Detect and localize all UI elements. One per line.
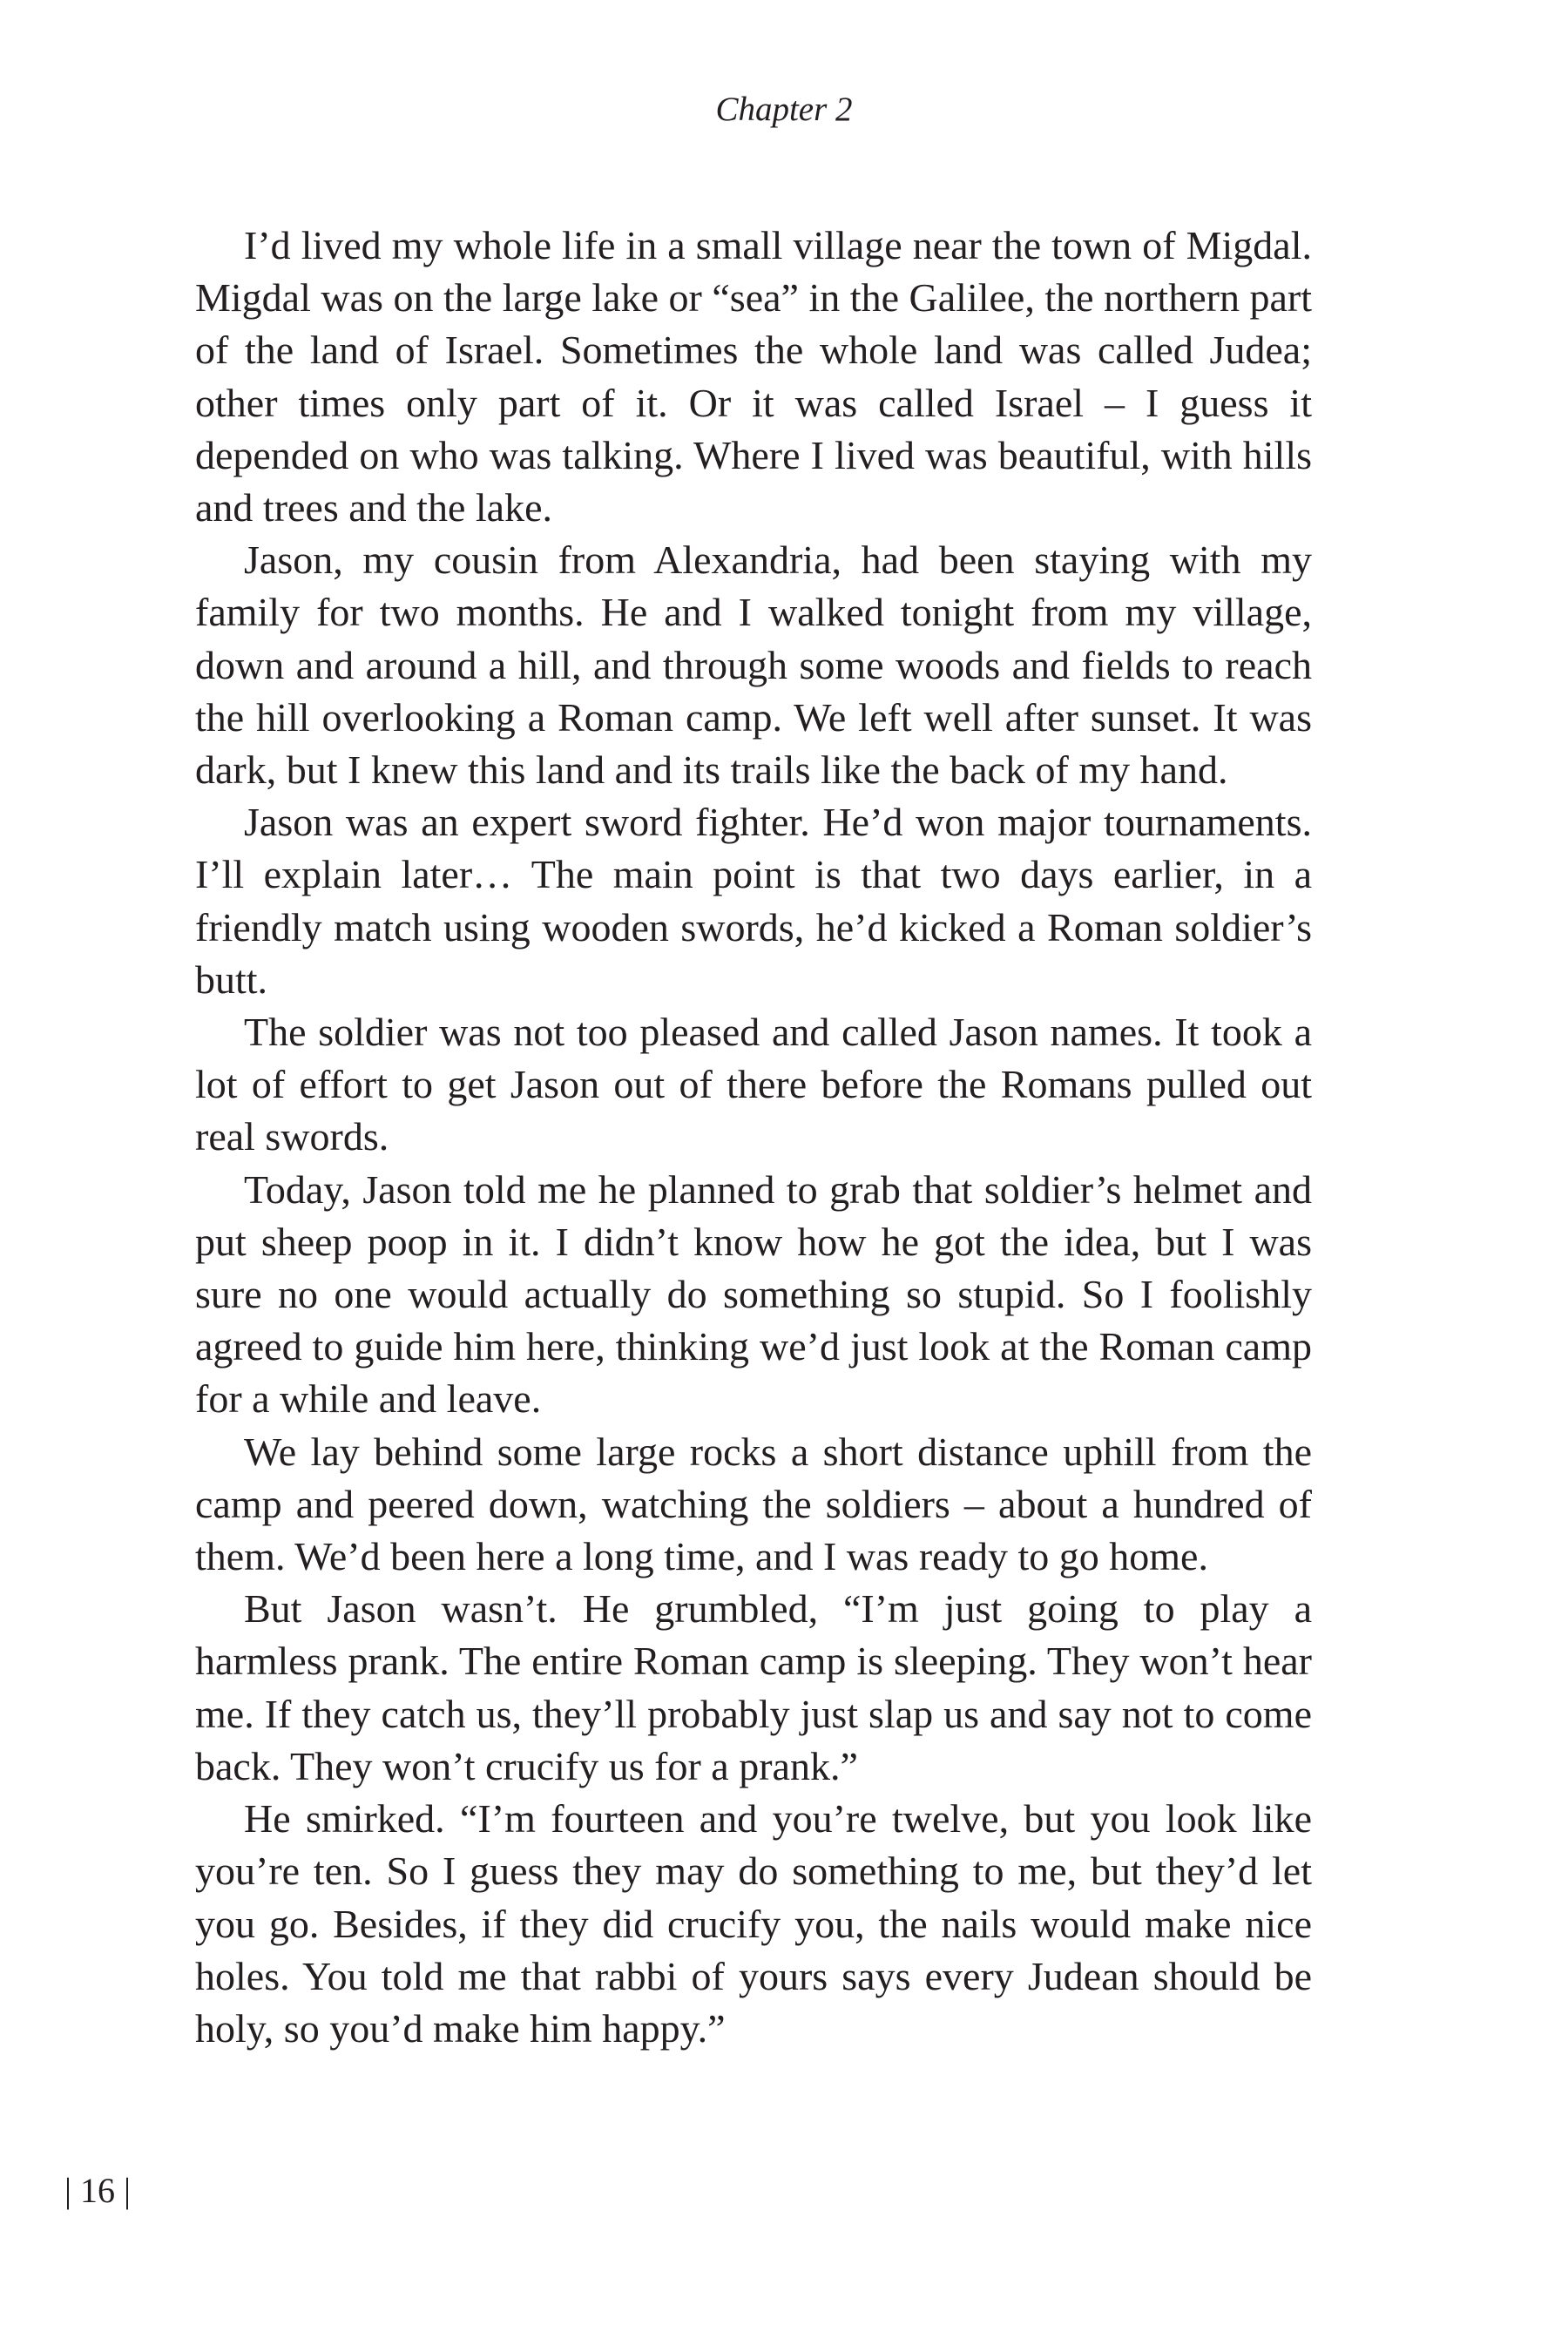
paragraph-1: I’d lived my whole life in a small village near the town of Migdal. Migdal was on the large lake or “sea” in the Galilee, the northern part of the land of Israel. Sometimes the whole land was called Judea; other times only part of it. Or it was called Israel – I guess it depended on who was talking. Where I lived was beautiful, with hills and trees and the lake. — [195, 223, 1312, 531]
paragraph-5: Today, Jason told me he planned to grab that soldier’s helmet and put sheep poop in it. I didn’t know how he got the idea, but I was sure no one would actually do something so stupid. So I foolishly agreed to guide him here, thinking we’d just look at the Roman camp for a while and leave. — [195, 1166, 1312, 1422]
paragraph-3: Jason was an expert sword fighter. He’d won major tournaments. I’ll explain later… The main point is that two days earlier, in a friendly match using wooden swords, he’d kicked a Roman soldier’s butt. — [195, 800, 1312, 1002]
paragraph-4: The soldier was not too pleased and called Jason names. It took a lot of effort to get Jason out of there before the Romans pulled out real swords. — [195, 1010, 1312, 1159]
running-head: Chapter 2 — [715, 91, 853, 128]
paragraph-6: We lay behind some large rocks a short distance uphill from the camp and peered down, watching the soldiers – about a hundred of them. We’d been here a long time, and I was ready to go home. — [195, 1429, 1312, 1579]
page-number: | 16 | — [64, 2171, 132, 2210]
paragraph-7: But Jason wasn’t. He grumbled, “I’m just going to play a harmless prank. The entire Roman camp is sleeping. They won’t hear me. If they catch us, they’ll probably just slap us and say not to come back. They won’t crucify us for a prank.” — [195, 1586, 1312, 1788]
paragraph-8: He smirked. “I’m fourteen and you’re twelve, but you look like you’re ten. So I guess they may do something to me, but they’d let you go. Besides, if they did crucify you, the nails would make nice holes. You told me that rabbi of yours says every Judean should be holy, so you’d make him happy.” — [195, 1796, 1312, 2051]
paragraph-2: Jason, my cousin from Alexandria, had been staying with my family for two months. He and I walked tonight from my village, down and around a hill, and through some woods and fields to reach the hill overlooking a Roman camp. We left well after sunset. It was dark, but I knew this land and its trails like the back of my hand. — [195, 537, 1312, 793]
body-text — [195, 220, 1312, 2055]
